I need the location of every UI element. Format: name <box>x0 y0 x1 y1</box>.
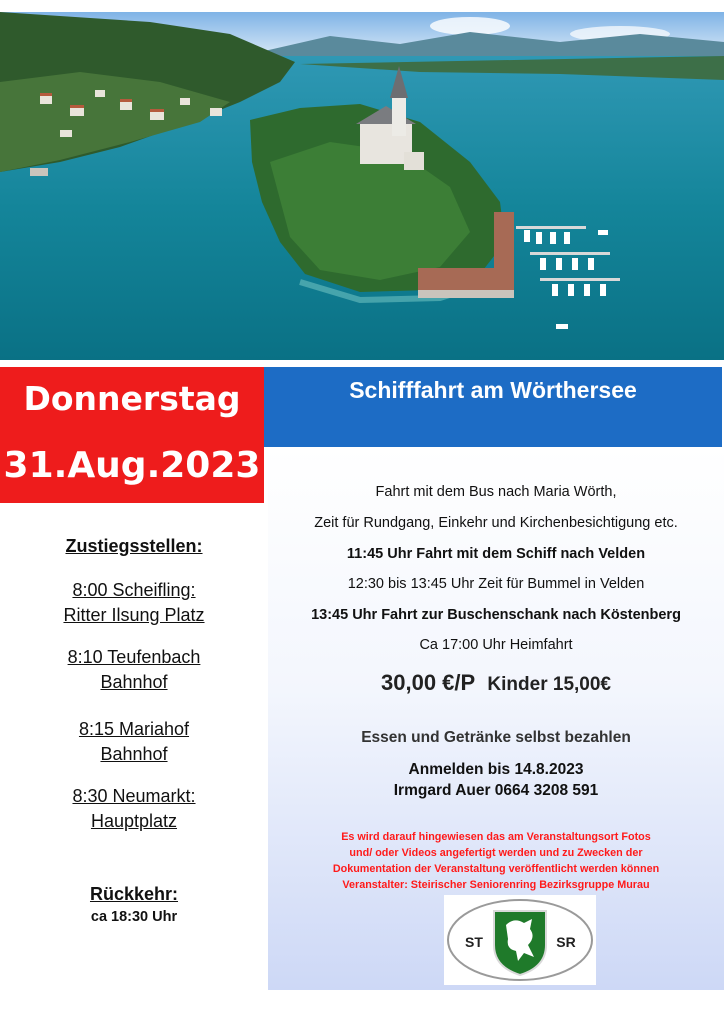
program-line-2: Zeit für Rundgang, Einkehr und Kirchenbesichtigung etc. <box>314 515 678 531</box>
stop-time-place: 8:30 Neumarkt: <box>72 786 196 806</box>
date-box <box>0 367 264 503</box>
price-adult: 30,00 €/P <box>381 670 476 695</box>
price-children: Kinder 15,00€ <box>487 674 611 695</box>
price-line <box>268 670 724 696</box>
stop-mariahof <box>0 717 268 767</box>
return-title: Rückkehr: <box>89 884 179 904</box>
stop-location: Hauptplatz <box>90 811 178 831</box>
program-line-4: 12:30 bis 13:45 Uhr Zeit für Bummel in Velden <box>347 576 645 592</box>
food-note: Essen und Getränke selbst bezahlen <box>361 729 631 746</box>
stop-location: Bahnhof <box>100 672 168 692</box>
stop-time-place: 8:15 Mariahof <box>78 719 190 739</box>
logo-right-text: SR <box>556 934 576 950</box>
stop-neumarkt <box>0 784 268 834</box>
stop-teufenbach <box>0 645 268 695</box>
registration-contact: Irmgard Auer 0664 3208 591 <box>393 782 599 799</box>
stop-time-place: 8:10 Teufenbach <box>67 647 201 667</box>
registration-deadline: Anmelden bis 14.8.2023 <box>408 761 584 778</box>
stsr-logo <box>444 895 596 985</box>
logo-graphic <box>444 895 596 985</box>
logo-left-text: ST <box>465 934 483 950</box>
lake-illustration <box>0 12 724 360</box>
stops-title: Zustiegsstellen: <box>65 536 203 556</box>
stop-location: Bahnhof <box>100 744 168 764</box>
notice-line-2: und/ oder Videos angefertigt werden und zu Zwecken der <box>349 847 643 859</box>
event-date: 31.Aug.2023 <box>3 445 261 486</box>
hero-photo <box>0 12 724 360</box>
event-title: Schifffahrt am Wörthersee <box>349 377 637 403</box>
event-weekday: Donnerstag <box>23 379 241 418</box>
return-time: ca 18:30 Uhr <box>90 909 178 925</box>
program-line-5: 13:45 Uhr Fahrt zur Buschenschank nach Köstenberg <box>311 607 681 623</box>
notice-line-3: Dokumentation der Veranstaltung veröffentlicht werden können <box>332 863 660 875</box>
stop-time-place: 8:00 Scheifling: <box>72 580 196 600</box>
photo-notice <box>290 829 702 893</box>
program-line-6: Ca 17:00 Uhr Heimfahrt <box>419 637 573 653</box>
title-bar <box>264 367 722 447</box>
program-line-3: 11:45 Uhr Fahrt mit dem Schiff nach Velden <box>346 546 646 562</box>
stop-scheifling <box>0 578 268 628</box>
notice-line-1: Es wird darauf hingewiesen das am Veranstaltungsort Fotos <box>341 831 651 843</box>
stop-location: Ritter Ilsung Platz <box>63 605 205 625</box>
program-line-1: Fahrt mit dem Bus nach Maria Wörth, <box>375 484 617 500</box>
notice-line-4: Veranstalter: Steirischer Seniorenring Bezirksgruppe Murau <box>342 879 650 891</box>
